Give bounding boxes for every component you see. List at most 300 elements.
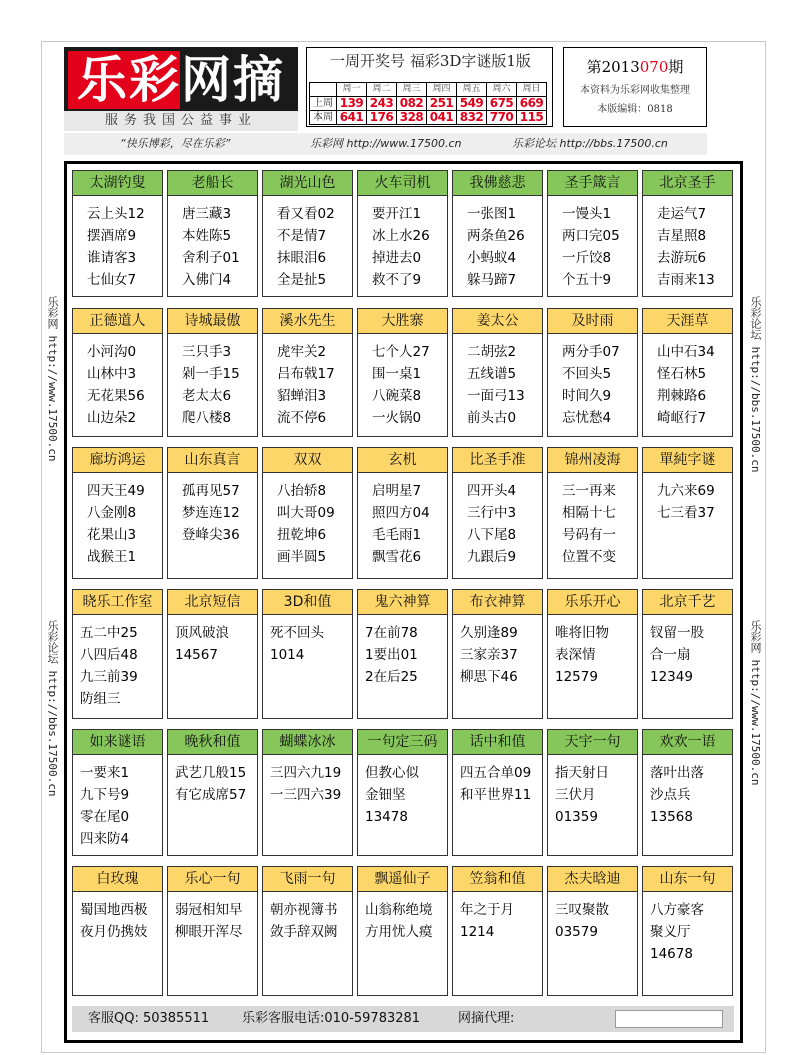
- puzzle-cell: [357, 447, 448, 579]
- puzzle-line: 扭乾坤6: [277, 527, 327, 543]
- puzzle-line: 一面弓13: [467, 388, 525, 404]
- puzzle-cell-title: 比圣手准: [453, 448, 542, 473]
- puzzle-line: 三只手3: [182, 344, 232, 360]
- puzzle-cell: [262, 729, 353, 856]
- draw-number: 251: [427, 97, 457, 111]
- puzzle-cell: [547, 308, 638, 437]
- puzzle-line: 舍利子01: [182, 250, 240, 266]
- puzzle-cell: [167, 866, 258, 996]
- puzzle-cell-title: 玄机: [358, 448, 447, 473]
- draw-number: 176: [367, 111, 397, 125]
- puzzle-cell: [642, 170, 733, 297]
- puzzle-line: 位置不变: [562, 549, 616, 565]
- puzzle-line: 花果山3: [87, 527, 137, 543]
- puzzle-line: 救不了9: [372, 272, 422, 288]
- puzzle-cell: [357, 866, 448, 996]
- draw-number: 328: [397, 111, 427, 125]
- puzzle-line: 入佛门4: [182, 272, 232, 288]
- puzzle-cell-title: 天涯草: [643, 309, 732, 334]
- draw-number: 770: [487, 111, 517, 125]
- draw-number: 549: [457, 97, 487, 111]
- puzzle-line: 画半圆5: [277, 549, 327, 565]
- puzzle-cell: [642, 866, 733, 996]
- puzzle-line: 蜀国地西极: [80, 902, 148, 918]
- puzzle-cell-title: 老船长: [168, 171, 257, 196]
- puzzle-line: 躲马蹄7: [467, 272, 517, 288]
- puzzle-cell-title: 飞雨一句: [263, 867, 352, 892]
- puzzle-line: 两口完05: [562, 228, 620, 244]
- puzzle-cell-title: 太湖钓叟: [73, 171, 162, 196]
- day-label: 周三: [397, 83, 427, 97]
- puzzle-cell: [642, 729, 733, 856]
- puzzle-cell: [357, 308, 448, 437]
- puzzle-line: 五线谱5: [467, 366, 517, 382]
- puzzle-line: 沙点兵: [650, 787, 691, 803]
- weekly-draw-panel: [306, 47, 553, 127]
- weekly-draw-table: [309, 82, 547, 125]
- puzzle-line: 貂蝉泪3: [277, 388, 327, 404]
- puzzle-line: 久别逢89: [460, 625, 518, 641]
- puzzle-cell-title: 火车司机: [358, 171, 447, 196]
- logo-text: 乐彩网摘: [77, 51, 285, 109]
- puzzle-line: 敛手辞双阙: [270, 924, 338, 940]
- issue-panel: [563, 47, 707, 127]
- puzzle-line: 叫大哥09: [277, 505, 335, 521]
- puzzle-cell-body: [358, 615, 447, 688]
- puzzle-line: 飘雪花6: [372, 549, 422, 565]
- source-note: 本资料为乐彩网收集整理: [580, 85, 690, 96]
- puzzle-line: 四五合单09: [460, 765, 532, 781]
- puzzle-line: 但教心似: [365, 765, 419, 781]
- puzzle-line: 全是扯5: [277, 272, 327, 288]
- puzzle-cell-title: 晓乐工作室: [73, 590, 162, 615]
- forum-link[interactable]: 乐彩论坛 http://bbs.17500.cn: [512, 137, 668, 150]
- puzzle-line: 忘忧愁4: [562, 410, 612, 426]
- puzzle-line: 1014: [270, 647, 305, 663]
- last-week-label: 上周: [310, 97, 337, 111]
- draw-number: 139: [337, 97, 367, 111]
- puzzle-line: 崎岖行7: [657, 410, 707, 426]
- puzzle-cell-body: [453, 196, 542, 291]
- logo: [64, 47, 298, 131]
- logo-slogan: 服务我国公益事业: [64, 111, 298, 131]
- puzzle-line: 一三四六39: [270, 787, 342, 803]
- puzzle-cell: [72, 308, 163, 437]
- puzzle-line: 梦连连12: [182, 505, 240, 521]
- puzzle-line: 剁一手15: [182, 366, 240, 382]
- puzzle-line: 和平世界11: [460, 787, 532, 803]
- puzzle-cell: [167, 170, 258, 297]
- puzzle-cell: [357, 589, 448, 719]
- puzzle-cell-title: 飘遥仙子: [358, 867, 447, 892]
- puzzle-cell: [357, 729, 448, 856]
- puzzle-line: 八下尾8: [467, 527, 517, 543]
- puzzle-cell-body: [548, 892, 637, 943]
- puzzle-line: 八四后48: [80, 647, 138, 663]
- puzzle-cell-title: 布衣神算: [453, 590, 542, 615]
- puzzle-cell: [452, 589, 543, 719]
- puzzle-line: 要开江1: [372, 206, 422, 222]
- puzzle-cell-title: 單純字谜: [643, 448, 732, 473]
- puzzle-cell-title: 溪水先生: [263, 309, 352, 334]
- puzzle-line: 七个人27: [372, 344, 430, 360]
- puzzle-cell-title: 山东一句: [643, 867, 732, 892]
- puzzle-cell: [167, 589, 258, 719]
- side-text-right-bottom: 乐彩网 http://www.17500.cn: [749, 620, 762, 786]
- puzzle-cell: [262, 866, 353, 996]
- puzzle-line: 1要出01: [365, 647, 418, 663]
- puzzle-line: 掉进去0: [372, 250, 422, 266]
- puzzle-line: 看又看02: [277, 206, 335, 222]
- puzzle-cell-title: 鬼六神算: [358, 590, 447, 615]
- puzzle-cell-title: 山东真言: [168, 448, 257, 473]
- puzzle-line: 毛毛雨1: [372, 527, 422, 543]
- puzzle-cell: [642, 308, 733, 437]
- puzzle-cell-body: [453, 892, 542, 943]
- draw-number: 675: [487, 97, 517, 111]
- puzzle-cell-title: 话中和值: [453, 730, 542, 755]
- puzzle-cell-title: 笠翁和值: [453, 867, 542, 892]
- puzzle-line: 夜月仍携妓: [80, 924, 148, 940]
- service-phone: 乐彩客服电话:010-59783281: [242, 1011, 421, 1026]
- puzzle-line: 方用忧人瘼: [365, 924, 433, 940]
- puzzle-cell-title: 蝴蝶冰冰: [263, 730, 352, 755]
- puzzle-line: 弱冠相知早: [175, 902, 243, 918]
- puzzle-cell-title: 廊坊鸿运: [73, 448, 162, 473]
- puzzle-cell: [167, 447, 258, 579]
- puzzle-line: 防组三: [80, 691, 121, 707]
- tagline-bar: [64, 133, 707, 155]
- puzzle-line: 三行中3: [467, 505, 517, 521]
- puzzle-cell: [72, 866, 163, 996]
- agent-label: 网摘代理:: [458, 1011, 515, 1026]
- puzzle-line: 一火锅0: [372, 410, 422, 426]
- puzzle-line: 朝亦视簿书: [270, 902, 338, 918]
- puzzle-line: 九下号9: [80, 787, 130, 803]
- puzzle-line: 谁请客3: [87, 250, 137, 266]
- puzzle-line: 三叹聚散: [555, 902, 609, 918]
- puzzle-line: 13568: [650, 809, 693, 825]
- puzzle-cell: [547, 866, 638, 996]
- puzzle-line: 四来防4: [80, 831, 130, 847]
- puzzle-cell-body: [643, 892, 732, 965]
- puzzle-line: 山中石34: [657, 344, 715, 360]
- puzzle-cell-body: [643, 473, 732, 524]
- puzzle-cell-title: 北京千艺: [643, 590, 732, 615]
- puzzle-line: 战猴王1: [87, 549, 137, 565]
- puzzle-cell-title: 乐心一句: [168, 867, 257, 892]
- puzzle-line: 小蚂蚁4: [467, 250, 517, 266]
- puzzle-cell-title: 欢欢一语: [643, 730, 732, 755]
- draw-number: 641: [337, 111, 367, 125]
- puzzle-line: 四天王49: [87, 483, 145, 499]
- puzzle-line: 柳思下46: [460, 669, 518, 685]
- puzzle-line: 表深情: [555, 647, 596, 663]
- draw-number: 082: [397, 97, 427, 111]
- puzzle-cell: [72, 729, 163, 856]
- puzzle-line: 唐三藏3: [182, 206, 232, 222]
- puzzle-cell: [262, 308, 353, 437]
- puzzle-line: 有它成席57: [175, 787, 247, 803]
- puzzle-line: 吉雨来13: [657, 272, 715, 288]
- site-link[interactable]: 乐彩网 http://www.17500.cn: [310, 137, 462, 150]
- puzzle-line: 本姓陈5: [182, 228, 232, 244]
- puzzle-line: 山边朵2: [87, 410, 137, 426]
- puzzle-cell: [452, 447, 543, 579]
- puzzle-cell-body: [263, 892, 352, 943]
- puzzle-line: 抹眼泪6: [277, 250, 327, 266]
- puzzle-line: 小河沟0: [87, 344, 137, 360]
- puzzle-cell-title: 如来谜语: [73, 730, 162, 755]
- puzzle-line: 三家亲37: [460, 647, 518, 663]
- draw-number: 832: [457, 111, 487, 125]
- draw-number: 243: [367, 97, 397, 111]
- puzzle-cell-title: 双双: [263, 448, 352, 473]
- puzzle-line: 合一扇: [650, 647, 691, 663]
- puzzle-line: 7在前78: [365, 625, 418, 641]
- puzzle-cell: [642, 447, 733, 579]
- draw-number: 041: [427, 111, 457, 125]
- puzzle-line: 12579: [555, 669, 598, 685]
- draw-number: 115: [517, 111, 547, 125]
- puzzle-cell-title: 锦州凌海: [548, 448, 637, 473]
- puzzle-cell-body: [453, 755, 542, 806]
- puzzle-line: 2在后25: [365, 669, 418, 685]
- puzzle-line: 个五十9: [562, 272, 612, 288]
- puzzle-cell-body: [168, 334, 257, 429]
- puzzle-line: 吉星照8: [657, 228, 707, 244]
- puzzle-line: 爬八楼8: [182, 410, 232, 426]
- puzzle-line: 八方豪客: [650, 902, 704, 918]
- puzzle-line: 唯将旧物: [555, 625, 609, 641]
- weekly-draw-title: 一周开奖号 福彩3D字谜版1版: [330, 52, 531, 70]
- puzzle-line: 八金刚8: [87, 505, 137, 521]
- puzzle-cell-title: 姜太公: [453, 309, 542, 334]
- puzzle-cell-body: [168, 892, 257, 943]
- puzzle-cell: [547, 447, 638, 579]
- day-label: 周六: [487, 83, 517, 97]
- puzzle-cell-title: 诗城最傲: [168, 309, 257, 334]
- side-text-left-top: 乐彩网 http://www.17500.cn: [46, 296, 59, 462]
- puzzle-cell-title: 我佛慈悲: [453, 171, 542, 196]
- puzzle-line: 零在尾0: [80, 809, 130, 825]
- puzzle-line: 前头古0: [467, 410, 517, 426]
- puzzle-cell-title: 3D和值: [263, 590, 352, 615]
- puzzle-line: 吕布戟17: [277, 366, 335, 382]
- service-qq: 客服QQ: 50385511: [88, 1011, 210, 1026]
- puzzle-line: 落叶出落: [650, 765, 704, 781]
- puzzle-cell-body: [168, 755, 257, 806]
- puzzle-cell-body: [263, 615, 352, 666]
- puzzle-cell-title: 北京圣手: [643, 171, 732, 196]
- puzzle-line: 九六来69: [657, 483, 715, 499]
- puzzle-line: 摆酒席9: [87, 228, 137, 244]
- puzzle-cell-title: 晚秋和值: [168, 730, 257, 755]
- puzzle-cell-body: [453, 334, 542, 429]
- puzzle-cell: [642, 589, 733, 719]
- puzzle-line: 1214: [460, 924, 495, 940]
- puzzle-cell: [167, 729, 258, 856]
- puzzle-line: 八抬轿8: [277, 483, 327, 499]
- puzzle-cell: [547, 589, 638, 719]
- puzzle-cell-body: [73, 755, 162, 850]
- footer-bar: [72, 1006, 734, 1032]
- puzzle-line: 山翁称绝境: [365, 902, 433, 918]
- puzzle-cell-body: [358, 755, 447, 828]
- puzzle-line: 一要来1: [80, 765, 130, 781]
- puzzle-line: 无花果56: [87, 388, 145, 404]
- editor-note: 本版编辑：0818: [597, 104, 673, 115]
- puzzle-cell: [452, 729, 543, 856]
- puzzle-line: 走运气7: [657, 206, 707, 222]
- puzzle-line: 01359: [555, 809, 598, 825]
- motto: “快乐博彩，尽在乐彩”: [120, 137, 231, 150]
- puzzle-cell: [262, 447, 353, 579]
- puzzle-line: 聚义厅: [650, 924, 691, 940]
- puzzle-cell-title: 圣手箴言: [548, 171, 637, 196]
- puzzle-line: 金钿坚: [365, 787, 406, 803]
- puzzle-line: 一张图1: [467, 206, 517, 222]
- puzzle-line: 怪石林5: [657, 366, 707, 382]
- puzzle-line: 四开头4: [467, 483, 517, 499]
- puzzle-line: 一斤饺8: [562, 250, 612, 266]
- puzzle-cell-title: 大胜寨: [358, 309, 447, 334]
- puzzle-cell-body: [263, 196, 352, 291]
- this-week-label: 本周: [310, 111, 337, 125]
- day-label: 周五: [457, 83, 487, 97]
- puzzle-line: 九三前39: [80, 669, 138, 685]
- puzzle-line: 不回头5: [562, 366, 612, 382]
- puzzle-line: 虎牢关2: [277, 344, 327, 360]
- puzzle-cell-body: [548, 615, 637, 688]
- puzzle-cell-title: 一句定三码: [358, 730, 447, 755]
- day-label: 周二: [367, 83, 397, 97]
- side-text-right-top: 乐彩论坛 http://bbs.17500.cn: [749, 296, 762, 473]
- puzzle-cell-body: [263, 334, 352, 429]
- puzzle-line: 荆棘路6: [657, 388, 707, 404]
- puzzle-line: 死不回头: [270, 625, 324, 641]
- puzzle-line: 七三看37: [657, 505, 715, 521]
- puzzle-cell-body: [263, 755, 352, 806]
- puzzle-cell-body: [453, 615, 542, 688]
- puzzle-line: 登峰尖36: [182, 527, 240, 543]
- puzzle-cell-body: [643, 615, 732, 688]
- day-label: 周一: [337, 83, 367, 97]
- puzzle-line: 不是情7: [277, 228, 327, 244]
- puzzle-cell-body: [73, 196, 162, 291]
- puzzle-cell: [262, 589, 353, 719]
- puzzle-line: 围一桌1: [372, 366, 422, 382]
- puzzle-cell-body: [358, 196, 447, 291]
- puzzle-line: 03579: [555, 924, 598, 940]
- puzzle-cell-title: 天宇一句: [548, 730, 637, 755]
- puzzle-line: 山林中3: [87, 366, 137, 382]
- puzzle-cell-title: 正德道人: [73, 309, 162, 334]
- puzzle-cell-body: [453, 473, 542, 568]
- puzzle-line: 启明星7: [372, 483, 422, 499]
- puzzle-line: 去游玩6: [657, 250, 707, 266]
- puzzle-line: 钗留一股: [650, 625, 704, 641]
- puzzle-line: 七仙女7: [87, 272, 137, 288]
- puzzle-cell-title: 湖光山色: [263, 171, 352, 196]
- draw-number: 669: [517, 97, 547, 111]
- puzzle-line: 武艺几般15: [175, 765, 247, 781]
- puzzle-line: 14678: [650, 946, 693, 962]
- puzzle-line: 指天射日: [555, 765, 609, 781]
- puzzle-line: 冰上水26: [372, 228, 430, 244]
- puzzle-cell-body: [168, 473, 257, 546]
- puzzle-cell-body: [548, 334, 637, 429]
- puzzle-cell: [72, 447, 163, 579]
- puzzle-cell: [72, 170, 163, 297]
- day-label: 周四: [427, 83, 457, 97]
- puzzle-cell-body: [358, 892, 447, 943]
- puzzle-line: 五二中25: [80, 625, 138, 641]
- puzzle-line: 孤再见57: [182, 483, 240, 499]
- puzzle-line: 两条鱼26: [467, 228, 525, 244]
- day-label: 周日: [517, 83, 547, 97]
- puzzle-cell: [262, 170, 353, 297]
- puzzle-cell: [452, 308, 543, 437]
- puzzle-line: 照四方04: [372, 505, 430, 521]
- puzzle-cell-body: [548, 196, 637, 291]
- puzzle-cell: [452, 170, 543, 297]
- puzzle-line: 三一再来: [562, 483, 616, 499]
- puzzle-line: 两分手07: [562, 344, 620, 360]
- puzzle-cell-body: [73, 615, 162, 710]
- puzzle-cell-body: [643, 196, 732, 291]
- agent-field: [615, 1010, 723, 1028]
- side-text-left-bottom: 乐彩论坛 http://bbs.17500.cn: [46, 620, 59, 797]
- puzzle-line: 流不停6: [277, 410, 327, 426]
- puzzle-cell-body: [643, 755, 732, 828]
- puzzle-cell-title: 乐乐开心: [548, 590, 637, 615]
- puzzle-cell: [357, 170, 448, 297]
- puzzle-cell-body: [168, 615, 257, 666]
- puzzle-line: 三伏月: [555, 787, 596, 803]
- puzzle-line: 年之于月: [460, 902, 514, 918]
- puzzle-cell: [167, 308, 258, 437]
- puzzle-cell-body: [73, 473, 162, 568]
- puzzle-cell: [452, 866, 543, 996]
- puzzle-cell-body: [358, 473, 447, 568]
- puzzle-line: 九跟后9: [467, 549, 517, 565]
- puzzle-line: 一馒头1: [562, 206, 612, 222]
- puzzle-cell-title: 北京短信: [168, 590, 257, 615]
- puzzle-line: 相隔十七: [562, 505, 616, 521]
- puzzle-line: 12349: [650, 669, 693, 685]
- puzzle-cell-body: [548, 755, 637, 828]
- puzzle-line: 柳眼开浑尽: [175, 924, 243, 940]
- puzzle-line: 时间久9: [562, 388, 612, 404]
- puzzle-line: 云上头12: [87, 206, 145, 222]
- puzzle-cell-body: [643, 334, 732, 429]
- puzzle-cell: [547, 729, 638, 856]
- issue-number: 第2013070期: [586, 58, 684, 76]
- puzzle-cell-body: [73, 334, 162, 429]
- puzzle-line: 13478: [365, 809, 408, 825]
- puzzle-cell-title: 及时雨: [548, 309, 637, 334]
- puzzle-cell: [547, 170, 638, 297]
- puzzle-cell-title: 白玫瑰: [73, 867, 162, 892]
- puzzle-line: 14567: [175, 647, 218, 663]
- puzzle-cell-body: [73, 892, 162, 943]
- puzzle-line: 八碗菜8: [372, 388, 422, 404]
- puzzle-cell: [72, 589, 163, 719]
- puzzle-line: 号码有一: [562, 527, 616, 543]
- puzzle-cell-body: [358, 334, 447, 429]
- puzzle-line: 顶风破浪: [175, 625, 229, 641]
